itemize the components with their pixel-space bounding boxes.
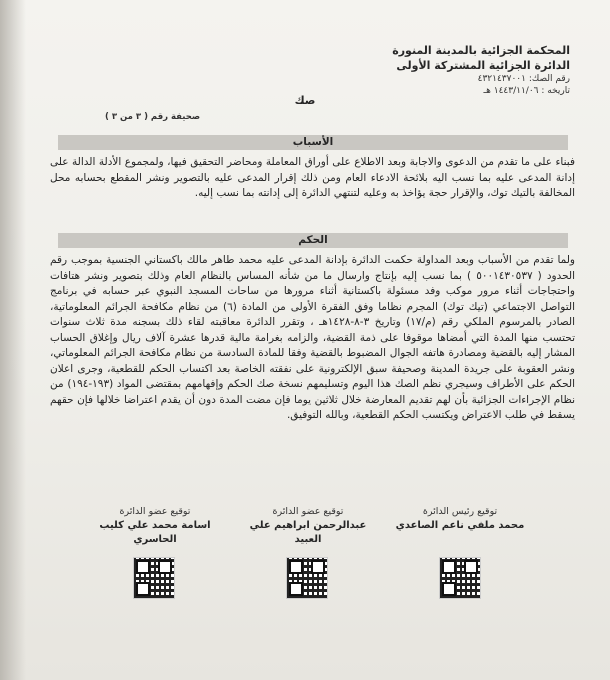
reasons-text: فبناء على ما تقدم من الدعوى والاجابة وبعد الاطلاع على أوراق المعاملة ومحاضر التحقيق فيها، ولمجموع الأدلة الدالة على إدانة المدعى عليه بما نسب اليه بلائحة الادعاء العام ومن ذلك إقرار المدعى عليه بالتصوير ونشر المقطع بحسابه محل المخالفة بالتيك توك، والإقرار حجة يؤاخذ به وعليه لتنتهي الدائرة إلى إدانته بما نسب إليه.	[50, 156, 575, 199]
signer-head	[390, 505, 530, 533]
signer-name: محمد ملفي ناعم الصاعدي	[395, 520, 525, 531]
signer-member-2	[85, 505, 225, 547]
signatures-block	[85, 505, 530, 635]
signer-member-1	[238, 505, 378, 547]
court-name: المحكمة الجزائية بالمدينة المنورة	[392, 44, 570, 57]
signer-name: اسامة محمد علي كليب الحاسري	[99, 520, 211, 545]
qr-code-icon	[286, 557, 328, 599]
page-counter: صحيفة رقم ( ٣ من ٣ )	[105, 112, 201, 122]
reasons-heading: الأسباب	[58, 135, 568, 150]
signer-role: توقيع عضو الدائرة	[272, 506, 344, 517]
signer-role: توقيع رئيس الدائرة	[422, 506, 498, 517]
qr-code-icon	[133, 557, 175, 599]
signer-name: عبدالرحمن ابراهيم علي العبيد	[249, 520, 367, 545]
ruling-heading: الحكم	[58, 233, 568, 248]
ruling-text: ولما تقدم من الأسباب وبعد المداولة حكمت الدائرة بإدانة المدعى عليه محمد طاهر مالك باكستاني الجنسية بموجب رقم الحدود ( ٥٠٠١٤٣٠٥٣٧ ) بما نسب إليه بإنتاج وارسال ما من شأنه المساس بالنظام العام وذلك بتصوير ونشر هتافات واحتجاجات أثناء مرور موكب وفد مسئولة باكستانية أثناء مرورها من ساحات المسجد النبوي عبر حسابه في برنامج التواصل الاجتماعي (تيك توك) المجرم نظاما وفق الفقرة الأولى من المادة (٦) من نظام مكافحة الجرائم المعلوماتية، الصادر بالمرسوم الملكي رقم (م/١٧) وتاريخ ٣-٨-١٤٢٨هـ ، وتقرر الدائرة معاقبته لقاء ذلك بسجنه مدة ثلاث سنوات تحتسب منها المدة التي أمضاها موقوفا على ذمة القضية، والزامه بغرامة مالية قدرها عشرة آلاف ريال وإغلاق الحساب المشار إليه بالقضية ومصادرة هاتفه الجوال المضبوط بالقضية وفقا للمادة السادسة من نظام مكافحة الجرائم المعلوماتي، ونشر العقوبة على جريدة المدينة وصحيفة سبق الإلكترونية على نفقته الخاصة بعد اكتساب الحكم للقطعية، وجرى اعلان الحكم على الأطراف وسيجري نظم الصك هذا اليوم وتسليمهم نسخة صك الحكم وإفهامهم بمقتضى المواد (١٩٣-١٩٤) من نظام الإجراءات الجزائية بأن لهم تقديم المعارضة خلال ثلاثين يوما فإن مضت المدة دون أن يقدم اعتراضا خلالها فإن حقهم يسقط في طلب الاعتراض ويكتسب الحكم القطعية، وبالله التوفيق.	[50, 254, 575, 421]
court-header	[340, 42, 570, 97]
circuit-name: الدائرة الجزائية المشتركة الأولى	[396, 59, 570, 72]
document-title: صك	[294, 94, 316, 107]
qr-code-icon	[439, 557, 481, 599]
case-date: تاريخه : ١٤٤٣/١١/٠٦ هـ	[483, 86, 570, 96]
case-number: رقم الصك: ٤٣٢١٤٣٧٠٠١	[477, 74, 570, 84]
signer-role: توقيع عضو الدائرة	[119, 506, 191, 517]
